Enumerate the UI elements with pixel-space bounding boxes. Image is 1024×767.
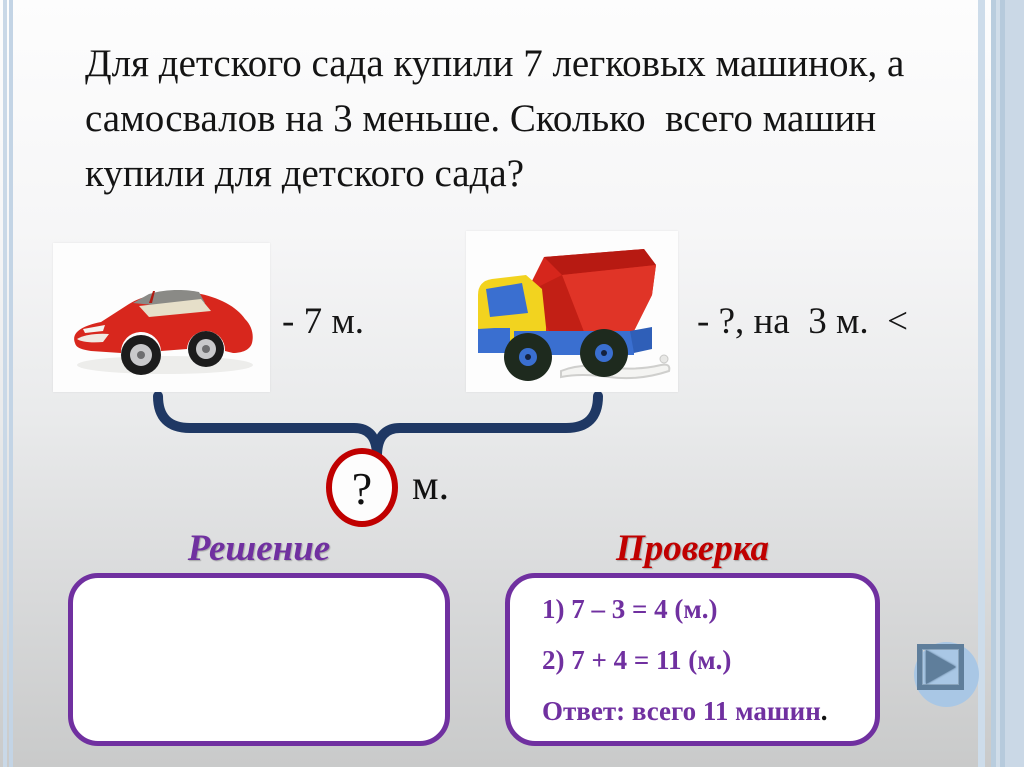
car-image — [53, 243, 270, 392]
problem-line: купили для детского сада? — [85, 152, 524, 195]
check-step-1: 1) 7 – 3 = 4 (м.) — [542, 593, 718, 624]
red-car-illustration — [53, 243, 270, 392]
problem-line: Для детского сада купили 7 легковых машинок, а — [85, 42, 905, 85]
problem-line: самосвалов на 3 меньше. Сколько всего машин — [85, 97, 877, 140]
check-step-2: 2) 7 + 4 = 11 (м.) — [542, 644, 732, 675]
question-mark: ? — [351, 463, 373, 514]
truck-count-label: - ?, на 3 м. < — [697, 301, 908, 342]
dump-truck-illustration — [466, 231, 678, 392]
truck-image — [466, 231, 678, 392]
problem-statement — [85, 36, 904, 201]
right-edge-stripe-inner — [978, 0, 985, 767]
play-arrow-icon — [926, 650, 956, 684]
right-edge-stripe-band — [991, 0, 1024, 767]
left-edge-stripe-inner — [9, 0, 13, 767]
check-box — [505, 573, 880, 746]
solution-box-empty — [68, 573, 450, 746]
check-answer: Ответ: всего 11 машин. — [542, 695, 828, 726]
check-heading: Проверка — [615, 528, 770, 569]
total-question-circle — [326, 448, 398, 527]
left-edge-stripe-outer — [3, 0, 7, 767]
next-slide-button[interactable] — [914, 642, 979, 707]
solution-heading: Решение — [187, 528, 331, 569]
answer-period: . — [820, 695, 828, 726]
total-unit-label: м. — [412, 463, 450, 509]
car-count-label: - 7 м. — [282, 301, 364, 342]
